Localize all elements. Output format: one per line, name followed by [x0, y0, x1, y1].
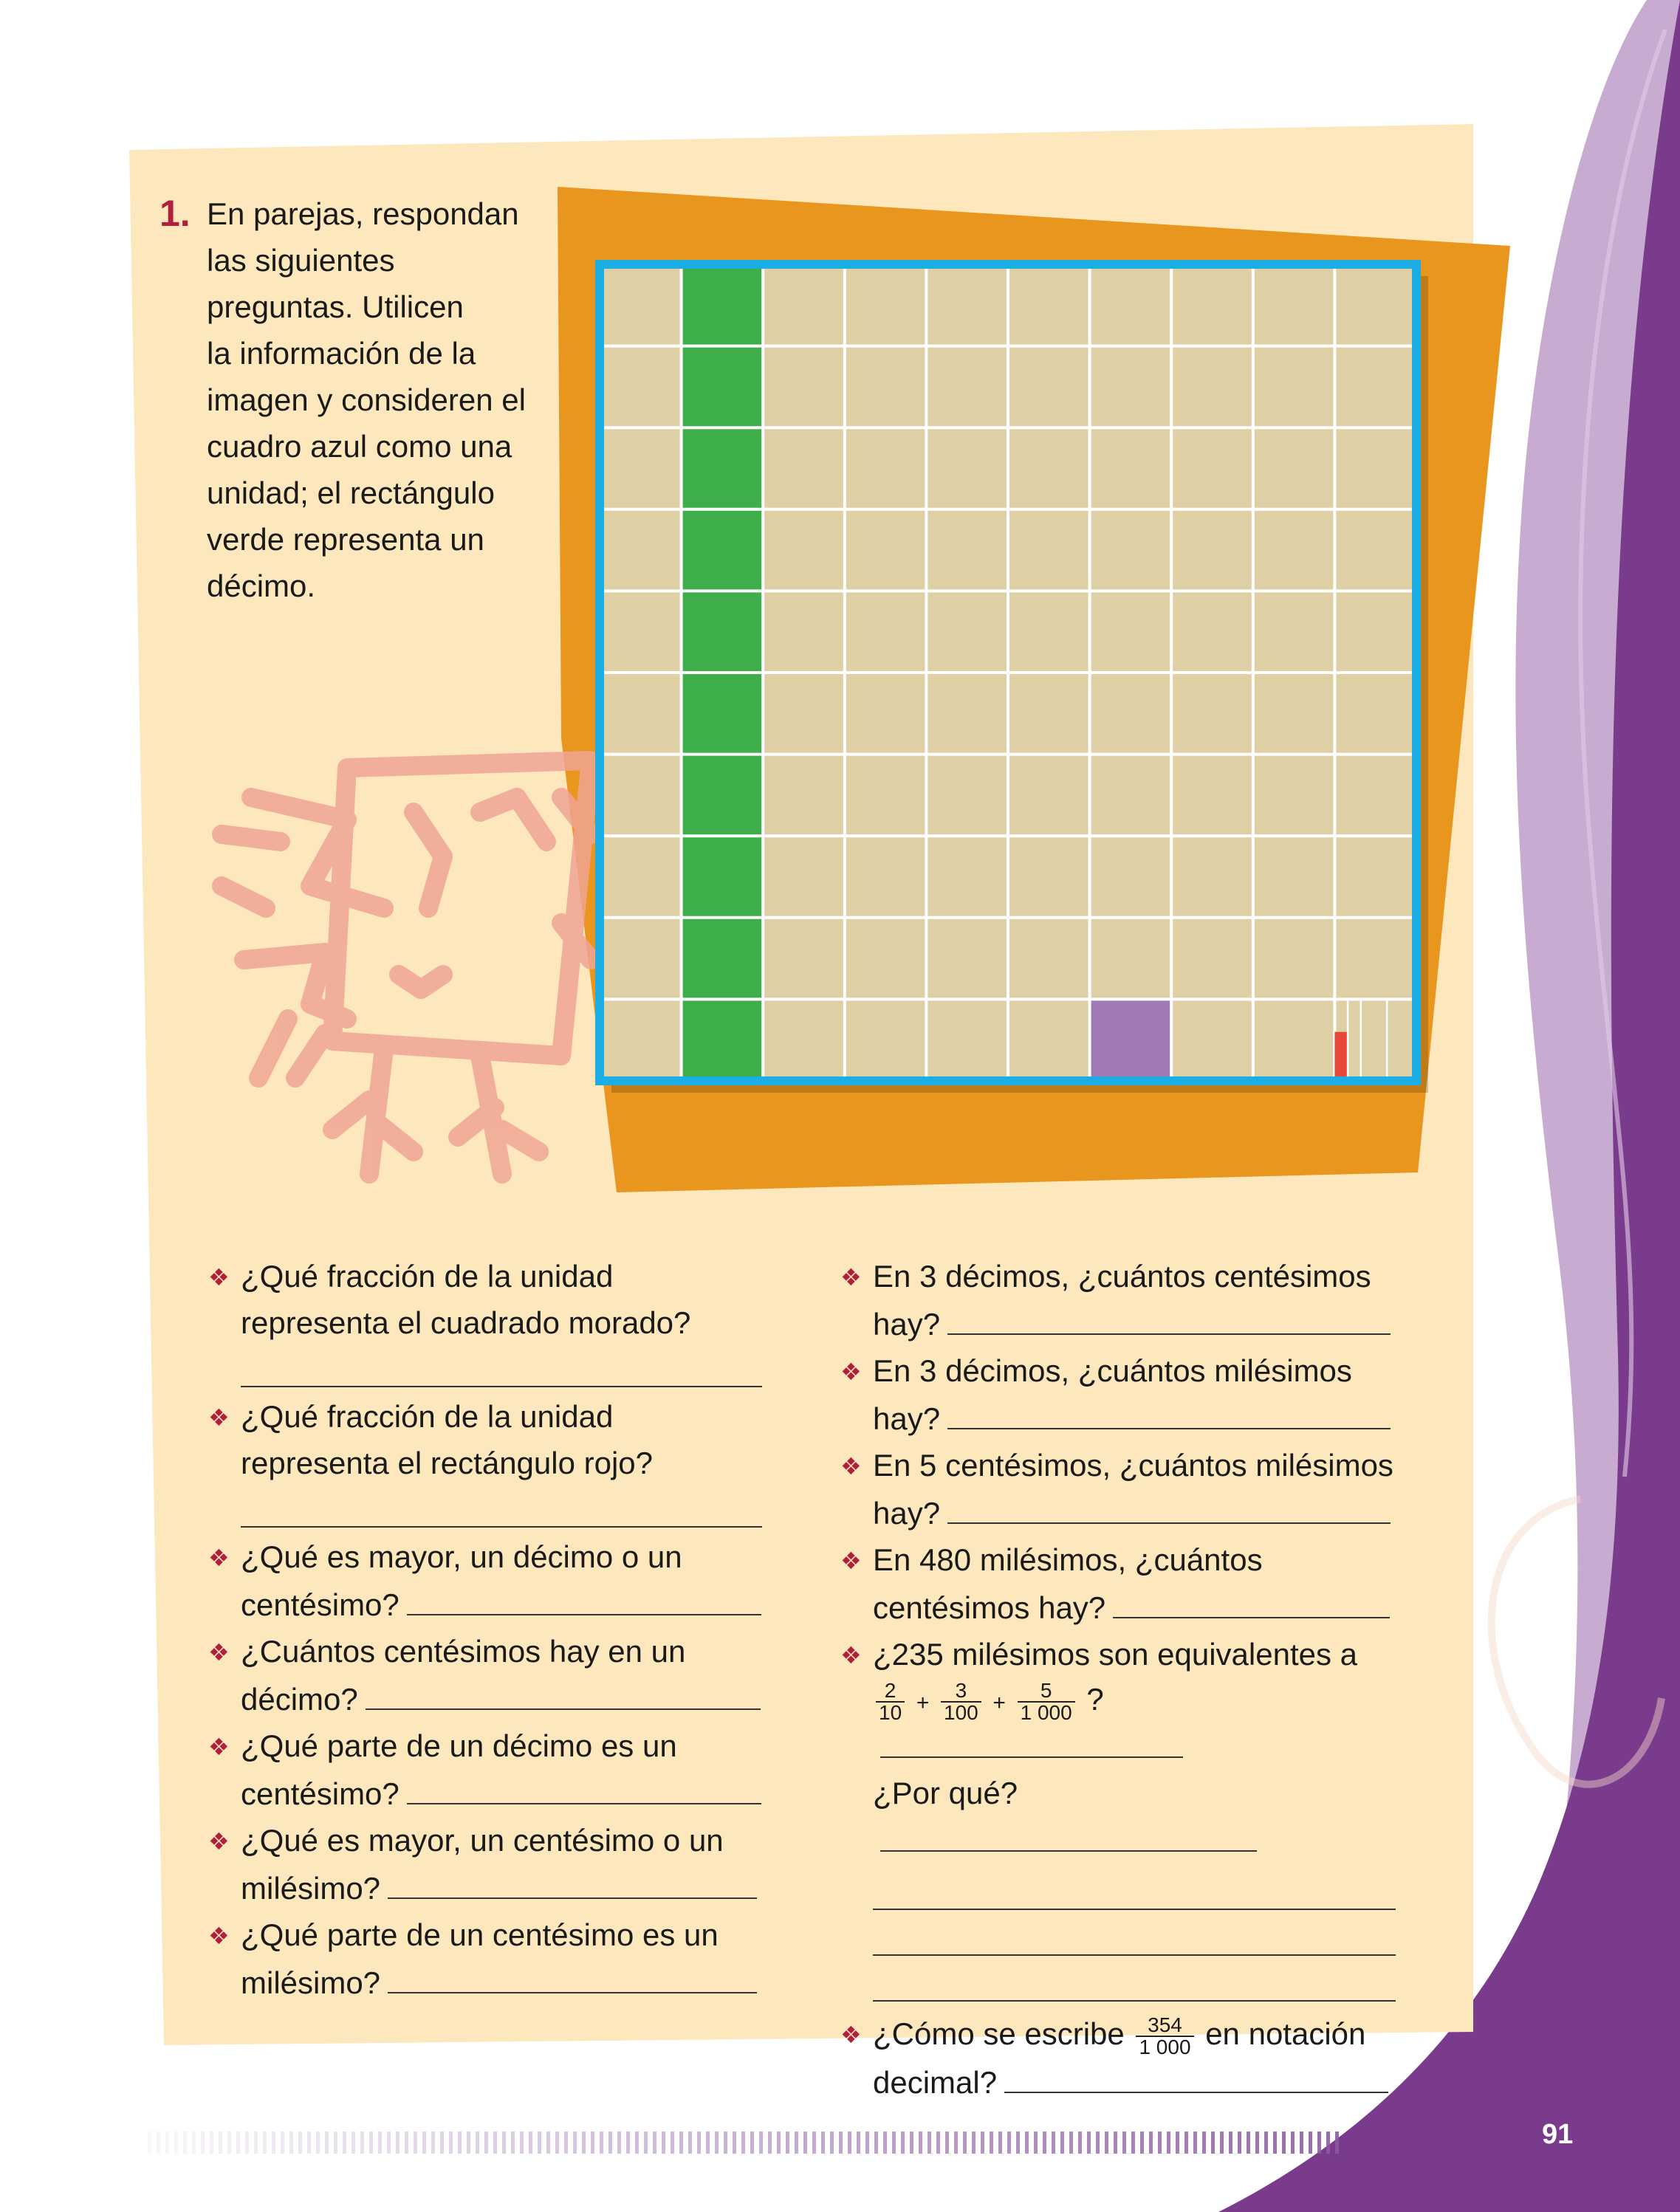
question-text: representa el cuadrado morado?: [241, 1305, 691, 1340]
question-text: ¿Cuántos centésimos hay en un: [241, 1634, 686, 1669]
fraction: $\frac{3}{100}$: [941, 1680, 981, 1723]
question-text: ¿235 milésimos son equivalentes a: [873, 1637, 1358, 1672]
strip-dash: [733, 2132, 736, 2154]
strip-dash: [1105, 2132, 1108, 2154]
thousandth-rectangle: [1334, 1032, 1348, 1081]
strip-dash: [617, 2132, 621, 2154]
diamond-bullet-icon: ❖: [208, 1923, 230, 1949]
strip-dash: [440, 2132, 444, 2154]
strip-dash: [511, 2132, 515, 2154]
strip-dash: [1264, 2132, 1268, 2154]
question-tenths-to-thousandths: [840, 1347, 1396, 1442]
fraction: $\frac{354}{1 000}$: [1136, 2015, 1193, 2058]
strip-dash: [759, 2132, 763, 2154]
strip-dash: [706, 2132, 710, 2154]
page-number: 91: [1542, 2119, 1574, 2150]
strip-dash: [1309, 2132, 1312, 2154]
fraction: $\frac{5}{1 000}$: [1018, 1680, 1075, 1723]
diamond-bullet-icon: ❖: [208, 1828, 230, 1855]
strip-dash: [981, 2132, 984, 2154]
strip-dash: [724, 2132, 727, 2154]
strip-dash: [1326, 2132, 1330, 2154]
strip-dash: [1211, 2132, 1215, 2154]
strip-dash: [591, 2132, 594, 2154]
strip-dash: [1114, 2132, 1117, 2154]
strip-dash: [245, 2132, 249, 2154]
hundredth-square: [1090, 999, 1172, 1081]
answer-line[interactable]: [388, 1958, 757, 1993]
strip-dash: [839, 2132, 843, 2154]
strip-dash: [1335, 2132, 1339, 2154]
strip-dash: [1255, 2132, 1259, 2154]
intro-line: unidad; el rectángulo: [207, 475, 495, 510]
strip-dash: [520, 2132, 524, 2154]
question-mark: ?: [1086, 1682, 1104, 1717]
strip-dash: [954, 2132, 958, 2154]
strip-dash: [972, 2132, 976, 2154]
diamond-bullet-icon: ❖: [840, 1453, 862, 1480]
strip-dash: [741, 2132, 745, 2154]
strip-dash: [387, 2132, 391, 2154]
question-text: ¿Qué fracción de la unidad: [241, 1259, 614, 1294]
strip-dash: [812, 2132, 816, 2154]
strip-dash: [910, 2132, 913, 2154]
diamond-bullet-icon: ❖: [840, 1359, 862, 1385]
strip-dash: [298, 2132, 302, 2154]
strip-dash: [378, 2132, 382, 2154]
exercise-intro: [160, 190, 544, 609]
strip-dash: [476, 2132, 479, 2154]
strip-dash: [316, 2132, 320, 2154]
strip-dash: [653, 2132, 656, 2154]
intro-line: imagen y consideren el: [207, 382, 526, 417]
strip-dash: [821, 2132, 825, 2154]
answer-line[interactable]: [947, 1394, 1391, 1429]
question-text: hay?: [873, 1401, 941, 1436]
answer-line[interactable]: [880, 1816, 1257, 1852]
strip-dash: [883, 2132, 887, 2154]
strip-dash: [1140, 2132, 1144, 2154]
strip-dash: [405, 2132, 408, 2154]
strip-dash: [281, 2132, 284, 2154]
answer-line[interactable]: [241, 1346, 762, 1387]
strip-dash: [254, 2132, 258, 2154]
diamond-bullet-icon: ❖: [840, 1548, 862, 1574]
strip-dash: [1078, 2132, 1082, 2154]
strip-dash: [422, 2132, 426, 2154]
diamond-bullet-icon: ❖: [840, 2022, 862, 2048]
question-text: representa el rectángulo rojo?: [241, 1446, 654, 1480]
strip-dash: [600, 2132, 603, 2154]
answer-line[interactable]: [947, 1299, 1391, 1335]
answer-line[interactable]: [947, 1488, 1391, 1524]
strip-dash: [697, 2132, 701, 2154]
strip-dash: [715, 2132, 719, 2154]
intro-line: preguntas. Utilicen: [207, 289, 464, 324]
exercise-number: 1.: [160, 193, 191, 234]
strip-dash: [644, 2132, 648, 2154]
strip-dash: [272, 2132, 275, 2154]
question-text: hay?: [873, 1307, 941, 1342]
strip-dash: [963, 2132, 967, 2154]
strip-dash: [1034, 2132, 1038, 2154]
strip-dash: [874, 2132, 878, 2154]
question-text: ¿Qué es mayor, un décimo o un: [241, 1539, 682, 1574]
strip-dash: [786, 2132, 789, 2154]
strip-dash: [945, 2132, 949, 2154]
question-hundredths-in-tenth: [208, 1628, 762, 1722]
strip-dash: [343, 2132, 346, 2154]
strip-dash: [795, 2132, 798, 2154]
strip-dash: [1131, 2132, 1135, 2154]
question-text: En 3 décimos, ¿cuántos milésimos: [873, 1353, 1352, 1388]
question-text: centésimos hay?: [873, 1590, 1106, 1625]
diamond-bullet-icon: ❖: [208, 1639, 230, 1666]
strip-dash: [1282, 2132, 1286, 2154]
strip-dash: [848, 2132, 851, 2154]
strip-dash: [236, 2132, 240, 2154]
strip-dash: [892, 2132, 896, 2154]
strip-dash: [1007, 2132, 1011, 2154]
strip-dash: [1193, 2132, 1197, 2154]
strip-dash: [582, 2132, 586, 2154]
question-tenth-vs-hundredth: [208, 1533, 762, 1628]
question-hundredth-vs-thousandth: [208, 1817, 762, 1912]
strip-dash: [990, 2132, 993, 2154]
question-equivalence: [840, 1631, 1396, 2002]
diamond-bullet-icon: ❖: [208, 1404, 230, 1431]
strip-dash: [174, 2132, 178, 2154]
intro-line: verde representa un: [207, 522, 484, 557]
strip-dash: [1043, 2132, 1046, 2154]
intro-line: la información de la: [207, 336, 476, 371]
strip-dash: [1273, 2132, 1277, 2154]
strip-dash: [148, 2132, 151, 2154]
strip-dash: [493, 2132, 497, 2154]
strip-dash: [467, 2132, 470, 2154]
strip-dash: [1167, 2132, 1170, 2154]
intro-line: En parejas, respondan: [207, 196, 519, 231]
strip-dash: [857, 2132, 860, 2154]
strip-dash: [1229, 2132, 1232, 2154]
strip-dash: [777, 2132, 781, 2154]
intro-line: cuadro azul como una: [207, 429, 512, 464]
answer-line[interactable]: [1004, 2058, 1388, 2093]
strip-dash: [210, 2132, 213, 2154]
strip-dash: [352, 2132, 355, 2154]
question-text: ¿Qué fracción de la unidad: [241, 1399, 614, 1434]
strip-dash: [573, 2132, 577, 2154]
strip-dash: [998, 2132, 1002, 2154]
diamond-bullet-icon: ❖: [208, 1734, 230, 1760]
strip-dash: [1096, 2132, 1100, 2154]
strip-dash: [768, 2132, 772, 2154]
strip-dash: [1291, 2132, 1295, 2154]
question-decimal-notation: [840, 2010, 1396, 2106]
question-text: En 480 milésimos, ¿cuántos: [873, 1542, 1263, 1577]
question-text: ¿Qué es mayor, un centésimo o un: [241, 1823, 724, 1858]
question-text: En 3 décimos, ¿cuántos centésimos: [873, 1259, 1371, 1294]
strip-dash: [1122, 2132, 1126, 2154]
strip-dash: [635, 2132, 639, 2154]
strip-dash: [502, 2132, 506, 2154]
question-text: centésimo?: [241, 1776, 400, 1811]
strip-dash: [431, 2132, 435, 2154]
question-red-rectangle: [208, 1393, 762, 1528]
answer-line[interactable]: [407, 1769, 761, 1804]
strip-dash: [671, 2132, 674, 2154]
strip-dash: [662, 2132, 665, 2154]
strip-dash: [289, 2132, 293, 2154]
strip-dash: [183, 2132, 187, 2154]
strip-dash: [1238, 2132, 1241, 2154]
strip-dash: [1069, 2132, 1073, 2154]
strip-dash: [1247, 2132, 1250, 2154]
answer-line[interactable]: [388, 1864, 757, 1899]
answer-line[interactable]: [407, 1580, 761, 1615]
strip-dash: [555, 2132, 559, 2154]
strip-dash: [360, 2132, 364, 2154]
strip-dash: [1052, 2132, 1055, 2154]
strip-dash: [564, 2132, 568, 2154]
answer-line[interactable]: [873, 1956, 1396, 2002]
question-part-of-hundredth: [208, 1912, 762, 2006]
strip-dash: [1300, 2132, 1303, 2154]
strip-dash: [750, 2132, 754, 2154]
strip-dash: [165, 2132, 169, 2154]
question-thousandths-to-hundredths: [840, 1536, 1396, 1631]
strip-dash: [1016, 2132, 1020, 2154]
answer-line[interactable]: [241, 1486, 762, 1528]
strip-dash: [688, 2132, 692, 2154]
answer-line[interactable]: [1113, 1583, 1390, 1618]
strip-dash: [396, 2132, 400, 2154]
strip-dash: [1158, 2132, 1162, 2154]
strip-dash: [928, 2132, 931, 2154]
question-text: hay?: [873, 1496, 941, 1531]
question-text: en notación: [1205, 2016, 1366, 2051]
strip-dash: [529, 2132, 532, 2154]
question-text: ¿Qué parte de un décimo es un: [241, 1728, 677, 1763]
strip-dash: [192, 2132, 196, 2154]
strip-dash: [334, 2132, 337, 2154]
strip-dash: [219, 2132, 222, 2154]
diamond-bullet-icon: ❖: [208, 1264, 230, 1291]
strip-dash: [227, 2132, 231, 2154]
strip-dash: [1149, 2132, 1153, 2154]
diamond-bullet-icon: ❖: [840, 1642, 862, 1669]
question-text: decimal?: [873, 2064, 998, 2100]
strip-dash: [1202, 2132, 1206, 2154]
strip-dash: [1060, 2132, 1064, 2154]
strip-dash: [1317, 2132, 1321, 2154]
strip-dash: [679, 2132, 683, 2154]
strip-dash: [1087, 2132, 1091, 2154]
strip-dash: [307, 2132, 311, 2154]
question-text: décimo?: [241, 1682, 358, 1717]
strip-dash: [484, 2132, 488, 2154]
strip-dash: [538, 2132, 541, 2154]
answer-line[interactable]: [880, 1734, 1183, 1758]
strip-dash: [1176, 2132, 1179, 2154]
question-hundredths-to-thousandths: [840, 1442, 1396, 1536]
strip-dash: [626, 2132, 630, 2154]
strip-dash: [325, 2132, 329, 2154]
strip-dash: [803, 2132, 807, 2154]
plus-sign: +: [992, 1691, 1006, 1715]
strip-dash: [830, 2132, 834, 2154]
strip-dash: [263, 2132, 267, 2154]
strip-dash: [1025, 2132, 1029, 2154]
left-questions: [208, 1253, 762, 2006]
question-tenths-to-hundredths: [840, 1253, 1396, 1347]
answer-line[interactable]: [873, 1910, 1396, 1956]
bottom-dashed-strip: [148, 2132, 1339, 2154]
strip-dash: [449, 2132, 453, 2154]
decimal-grid-figure: [600, 264, 1428, 1093]
intro-text: [207, 190, 544, 609]
question-text: ¿Qué parte de un centésimo es un: [241, 1917, 719, 1952]
strip-dash: [414, 2132, 417, 2154]
right-questions: [840, 1253, 1396, 2106]
question-text: milésimo?: [241, 1965, 381, 2000]
strip-dash: [157, 2132, 160, 2154]
diamond-bullet-icon: ❖: [208, 1545, 230, 1571]
answer-line[interactable]: [366, 1675, 761, 1710]
strip-dash: [201, 2132, 205, 2154]
diamond-bullet-icon: ❖: [840, 1264, 862, 1291]
strip-dash: [546, 2132, 550, 2154]
question-part-of-tenth: [208, 1722, 762, 1817]
strip-dash: [936, 2132, 940, 2154]
strip-dash: [608, 2132, 612, 2154]
strip-dash: [1184, 2132, 1188, 2154]
question-text: ¿Cómo se escribe: [873, 2016, 1125, 2051]
plus-sign: +: [916, 1691, 930, 1715]
question-text: En 5 centésimos, ¿cuántos milésimos: [873, 1448, 1393, 1483]
strip-dash: [901, 2132, 905, 2154]
intro-line: décimo.: [207, 569, 316, 603]
question-text: ¿Por qué?: [873, 1776, 1018, 1810]
intro-line: las siguientes: [207, 243, 395, 278]
strip-dash: [1220, 2132, 1224, 2154]
question-text: centésimo?: [241, 1587, 400, 1622]
fraction: $\frac{2}{10}$: [876, 1680, 905, 1723]
strip-dash: [865, 2132, 869, 2154]
strip-dash: [458, 2132, 462, 2154]
question-purple-square: [208, 1253, 762, 1387]
question-text: milésimo?: [241, 1871, 381, 1906]
strip-dash: [919, 2132, 922, 2154]
answer-line[interactable]: [873, 1864, 1396, 1910]
strip-dash: [369, 2132, 373, 2154]
